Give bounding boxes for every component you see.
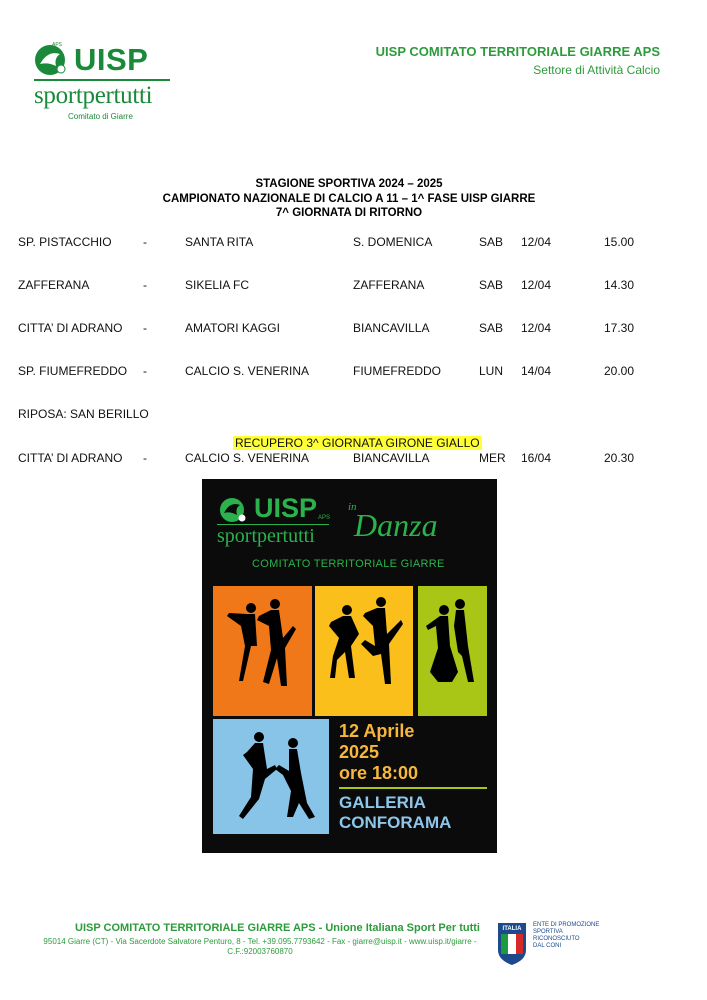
date: 16/04 [521, 451, 552, 465]
venue: ZAFFERANA [353, 278, 425, 292]
coni-line4: DAL CONI [533, 943, 562, 949]
venue: FIUMEFREDDO [353, 364, 441, 378]
time: 14.30 [604, 278, 635, 292]
time: 20.30 [604, 451, 635, 465]
coni-line1: ENTE DI PROMOZIONE [533, 922, 600, 928]
footer-title: UISP COMITATO TERRITORIALE GIARRE APS - Unione Italiana Sport Per tutti [75, 922, 480, 934]
coni-line3: RICONOSCIUTO [533, 936, 580, 942]
coni-logo [495, 920, 607, 968]
separator: - [143, 451, 147, 465]
logo-aps: APS [52, 42, 63, 48]
venue: S. DOMENICA [353, 235, 433, 249]
away-team: CALCIO S. VENERINA [185, 364, 310, 378]
poster-time: ore 18:00 [339, 763, 419, 783]
rest-team: RIPOSA: SAN BERILLO [18, 407, 149, 421]
away-team: SIKELIA FC [185, 278, 250, 292]
away-team: CALCIO S. VENERINA [185, 451, 310, 465]
separator: - [143, 364, 147, 378]
poster-date [339, 721, 418, 784]
match-row [0, 235, 707, 251]
date: 12/04 [521, 321, 552, 335]
day: SAB [479, 278, 504, 292]
home-team: CITTA’ DI ADRANO [18, 451, 123, 465]
logo-tagline: sportpertutti [34, 82, 153, 109]
separator: - [143, 321, 147, 335]
football-player-icon [30, 42, 72, 78]
dancing-couple-icon [315, 586, 413, 716]
poster-brand: UISP [254, 493, 318, 523]
dancers-panel-blue [213, 719, 329, 834]
dancing-couple-icon [418, 586, 487, 716]
poster-date-line1: 12 Aprile [339, 721, 415, 741]
org-title: UISP COMITATO TERRITORIALE GIARRE APS [375, 44, 660, 59]
poster-divider-line [339, 787, 487, 789]
date: 12/04 [521, 278, 552, 292]
home-team: ZAFFERANA [18, 278, 90, 292]
poster-committee: COMITATO TERRITORIALE GIARRE [252, 558, 445, 570]
day: MER [479, 451, 506, 465]
time: 15.00 [604, 235, 635, 249]
uisp-logo [30, 38, 180, 128]
recovery-match-row [0, 451, 707, 467]
org-subtitle: Settore di Attività Calcio [533, 63, 660, 77]
championship-heading: CAMPIONATO NAZIONALE DI CALCIO A 11 – 1^ FASE UISP GIARRE [162, 193, 536, 205]
dance-event-poster [202, 479, 497, 853]
venue: BIANCAVILLA [353, 321, 430, 335]
logo-committee: Comitato di Giarre [68, 112, 133, 121]
home-team: CITTA’ DI ADRANO [18, 321, 123, 335]
poster-venue [339, 793, 451, 833]
footer-address: 95014 Giarre (CT) - Via Sacerdote Salvatore Penturo, 8 - Tel. +39.095.7793642 - Fax - giarre@uisp.it - www.uisp.it/giarre - [43, 937, 477, 946]
coni-italia: ITALIA [502, 926, 522, 932]
round-heading: 7^ GIORNATA DI RITORNO [275, 207, 423, 219]
poster-venue-line1: GALLERIA [339, 793, 426, 812]
match-row [0, 364, 707, 380]
venue: BIANCAVILLA [353, 451, 430, 465]
poster-aps: APS [318, 515, 331, 521]
separator: - [143, 235, 147, 249]
match-row [0, 278, 707, 294]
home-team: SP. FIUMEFREDDO [18, 364, 128, 378]
poster-event-title: Danza [354, 507, 438, 543]
date: 12/04 [521, 235, 552, 249]
separator: - [143, 278, 147, 292]
away-team: SANTA RITA [185, 235, 254, 249]
season-heading: STAGIONE SPORTIVA 2024 – 2025 [255, 178, 443, 190]
poster-date-line2: 2025 [339, 742, 380, 762]
day: SAB [479, 321, 504, 335]
dancing-couple-icon [213, 719, 329, 834]
date: 14/04 [521, 364, 552, 378]
day: SAB [479, 235, 504, 249]
match-row [0, 321, 707, 337]
day: LUN [479, 364, 504, 378]
logo-brand: UISP [74, 42, 149, 77]
rest-row [0, 407, 707, 423]
away-team: AMATORI KAGGI [185, 321, 280, 335]
time: 20.00 [604, 364, 635, 378]
logo-divider [34, 79, 170, 81]
recovery-label: RECUPERO 3^ GIORNATA GIRONE GIALLO [235, 436, 480, 450]
home-team: SP. PISTACCHIO [18, 235, 112, 249]
time: 17.30 [604, 321, 635, 335]
dancers-panel-green [418, 586, 487, 716]
footer-tax-code: C.F.:92003760870 [227, 947, 293, 956]
coni-line2: SPORTIVA [533, 929, 563, 935]
dancers-panel-yellow [315, 586, 413, 716]
poster-tagline: sportpertutti [217, 525, 315, 547]
coni-text [533, 922, 599, 950]
poster-venue-line2: CONFORAMA [339, 813, 452, 832]
dancing-couple-icon [213, 586, 312, 716]
poster-in-label: in [348, 501, 357, 513]
dancers-panel-orange [213, 586, 312, 716]
football-player-icon [216, 495, 250, 525]
